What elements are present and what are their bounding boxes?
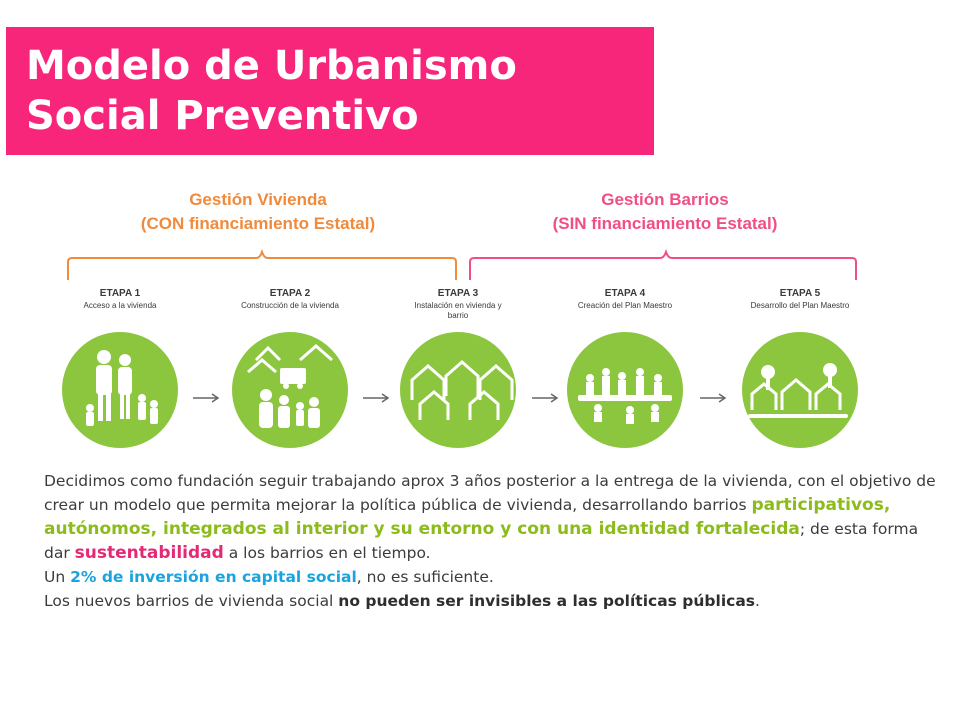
p1-highlight-green: participativos, autónomos, integrados al interior y su entorno y con una identidad fortalecida <box>44 495 891 539</box>
p1-text-c: a los barrios en el tiempo. <box>223 544 431 562</box>
p3-highlight-bold: no pueden ser invisibles a las políticas públicas <box>338 592 756 610</box>
body-text <box>44 469 944 613</box>
stage-5-title: ETAPA 5 <box>779 288 821 299</box>
p1-highlight-pink: sustentabilidad <box>74 543 224 563</box>
p1-text-a: Decidimos como fundación seguir trabajando aprox 3 años posterior a la entrega de la vivienda, con el objetivo de crear un modelo que permita mejorar la política pública de vivienda, desarrollando barrios <box>44 472 936 514</box>
stage-3-circle <box>400 332 516 448</box>
arrow-2-3 <box>363 394 388 402</box>
arrow-3-4 <box>532 394 557 402</box>
stage-2-circle <box>232 332 348 448</box>
paragraph-2 <box>44 565 944 589</box>
p2-highlight-blue: 2% de inversión en capital social <box>70 568 357 586</box>
stage-1-desc: Acceso a la vivienda <box>83 301 157 310</box>
p1-text-b: ; de esta forma dar <box>44 520 919 562</box>
stage-2-title: ETAPA 2 <box>269 288 311 299</box>
stage-3-desc: Instalación en vivienda y barrio <box>414 301 502 320</box>
paragraph-3 <box>44 589 944 613</box>
group-vivienda-sub: (CON financiamiento Estatal) <box>140 214 376 233</box>
group-barrios-sub: (SIN financiamiento Estatal) <box>552 214 778 233</box>
stage-4-circle <box>567 332 683 448</box>
stage-5-desc: Desarrollo del Plan Maestro <box>750 301 850 310</box>
group-barrios-name: Gestión Barrios <box>601 190 729 209</box>
stage-4-desc: Creación del Plan Maestro <box>577 301 673 310</box>
stage-2-desc: Construcción de la vivienda <box>241 301 339 310</box>
stage-4-title: ETAPA 4 <box>604 288 646 299</box>
p2-text-b: , no es suficiente. <box>356 568 494 586</box>
arrow-4-5 <box>700 394 725 402</box>
stage-1-title: ETAPA 1 <box>99 288 141 299</box>
bracket-barrios <box>470 252 856 280</box>
stage-1-circle <box>62 332 178 448</box>
p3-text-b: . <box>755 592 760 610</box>
p3-text-a: Los nuevos barrios de vivienda social <box>44 592 339 610</box>
arrow-1-2 <box>193 394 218 402</box>
p2-text-a: Un <box>44 568 71 586</box>
title-line-1: Modelo de Urbanismo <box>26 43 517 89</box>
title-line-2: Social Preventivo <box>26 93 419 139</box>
group-vivienda-name: Gestión Vivienda <box>189 190 327 209</box>
stage-5-circle <box>742 332 858 448</box>
paragraph-1 <box>44 469 944 565</box>
bracket-vivienda <box>68 252 456 280</box>
stage-3-title: ETAPA 3 <box>437 288 479 299</box>
